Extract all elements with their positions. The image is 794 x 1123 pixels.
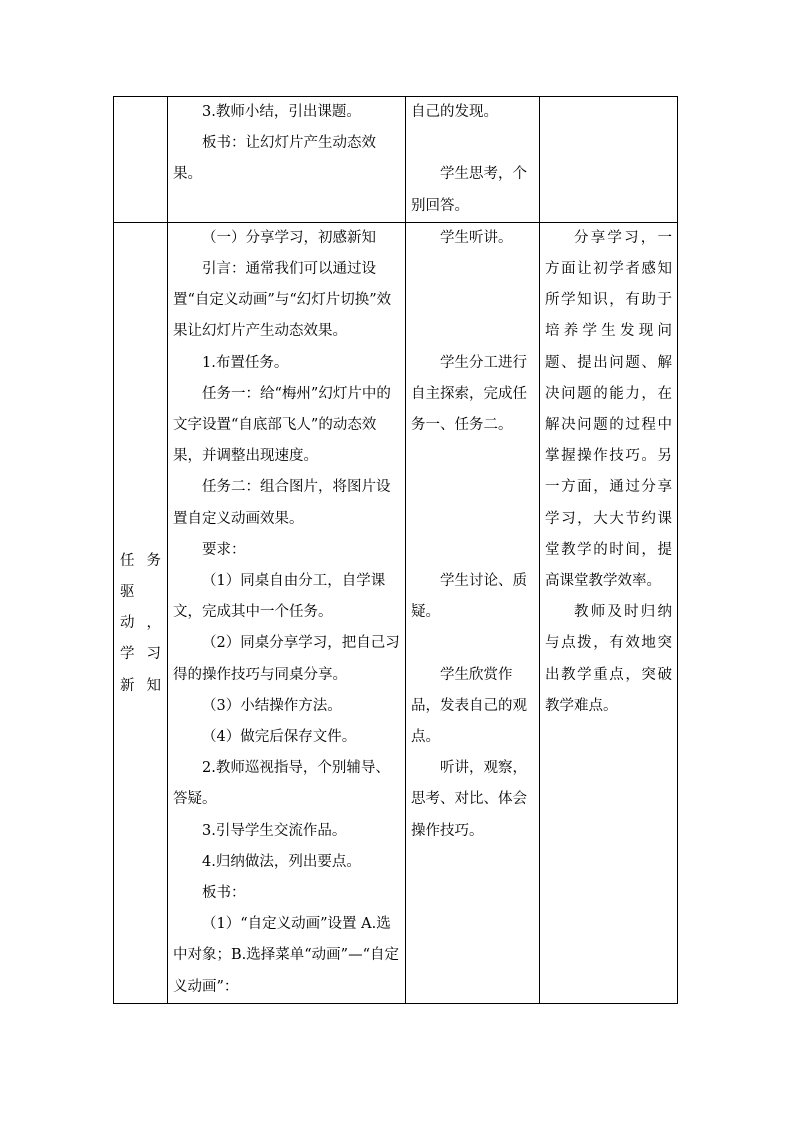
teacher-activity-cell xyxy=(168,222,406,1003)
blank-line xyxy=(411,441,534,472)
paragraph: 3.引导学生交流作品。 xyxy=(202,822,347,839)
paragraph: 教师及时归纳与点拨，有效地突出教学重点，突破教学难点。 xyxy=(545,604,672,714)
paragraph: 3.教师小结，引出课题。 xyxy=(202,104,361,120)
paragraph: 板书：让幻灯片产生动态效果。 xyxy=(173,135,376,183)
paragraph: （2）同桌分享学习，把自己习得的操作技巧与同桌分享。 xyxy=(173,635,400,683)
paragraph: 任务一：给“梅州”幻灯片中的文字设置“自底部飞人”的动态效果，并调整出现速度。 xyxy=(173,385,391,465)
table-row xyxy=(114,222,678,1003)
table-row xyxy=(114,97,678,223)
paragraph: 学生思考，个别回答。 xyxy=(411,166,527,214)
lesson-plan-table xyxy=(113,96,678,1004)
paragraph: （3）小结操作方法。 xyxy=(202,697,342,714)
paragraph: 听讲，观察，思考、对比、体会操作技巧。 xyxy=(411,760,527,839)
paragraph: 板书： xyxy=(202,885,246,902)
paragraph: （1）“自定义动画”设置 A.选中对象；B.选择菜单“动画”—“自定义动画”： xyxy=(173,916,400,995)
student-activity-cell xyxy=(406,222,540,1003)
stage-cell xyxy=(114,97,168,223)
paragraph: 学生听讲。 xyxy=(440,229,513,246)
stage-cell xyxy=(114,222,168,1003)
teacher-activity-cell xyxy=(168,97,406,223)
blank-line xyxy=(411,128,534,159)
blank-line xyxy=(411,628,534,659)
blank-line xyxy=(411,535,534,566)
paragraph: 要求： xyxy=(202,541,246,558)
paragraph: 2.教师巡视指导，个别辅导、答疑。 xyxy=(173,760,390,808)
paragraph: 自己的发现。 xyxy=(411,104,498,120)
design-intent-cell xyxy=(540,222,678,1003)
paragraph: （1）同桌自由分工，自学课文，完成其中一个任务。 xyxy=(173,573,386,621)
paragraph: 1.布置任务。 xyxy=(202,354,289,371)
paragraph: 4.归纳做法，列出要点。 xyxy=(202,853,361,870)
paragraph: （4）做完后保存文件。 xyxy=(202,729,357,746)
blank-line xyxy=(411,254,534,285)
paragraph: 引言：通常我们可以通过设置“自定义动画”与“幻灯片切换”效果让幻灯片产生动态效果。 xyxy=(173,261,392,340)
blank-line xyxy=(411,504,534,535)
paragraph: 学生讨论、质疑。 xyxy=(411,572,527,621)
paragraph: 任务二：组合图片，将图片设置自定义动画效果。 xyxy=(173,479,391,527)
blank-line xyxy=(411,285,534,316)
blank-line xyxy=(411,316,534,347)
paragraph: 分享学习，一方面让初学者感知所学知识，有助于培养学生发现问题、提出问题、解决问题的能力，在解决问题的过程中掌握操作技巧。另一方面，通过分享学习，大大节约课堂教学的时间，提高课堂教学效率。 xyxy=(545,229,672,590)
paragraph: 学生欣赏作品，发表自己的观点。 xyxy=(411,666,527,745)
student-activity-cell xyxy=(406,97,540,223)
paragraph: 学生分工进行自主探索，完成任务一、任务二。 xyxy=(411,354,527,433)
blank-line xyxy=(411,472,534,503)
stage-label: 任务驱动，学习新知 xyxy=(120,552,161,694)
paragraph: （一）分享学习，初感新知 xyxy=(202,229,376,246)
design-intent-cell xyxy=(540,97,678,223)
